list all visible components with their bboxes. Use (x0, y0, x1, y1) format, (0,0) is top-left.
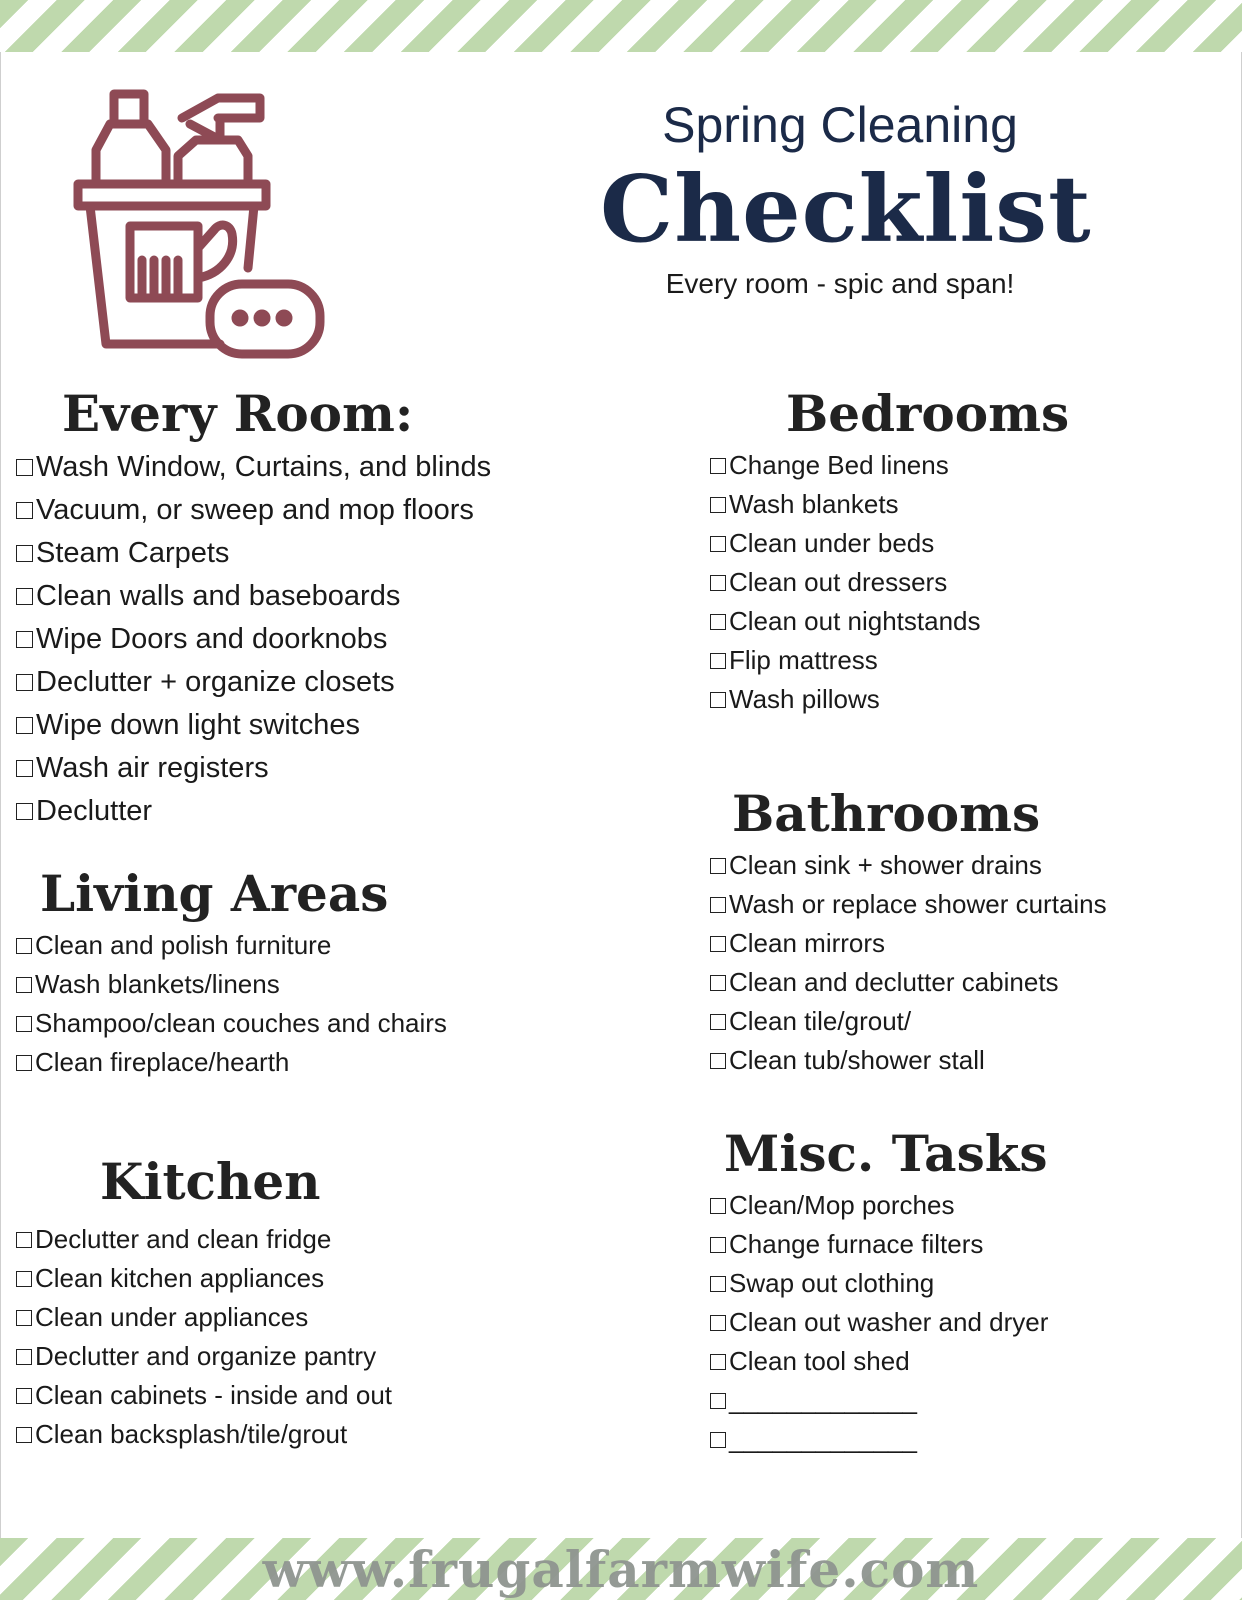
checkbox[interactable] (710, 653, 726, 669)
checklist-item[interactable]: Declutter (16, 790, 616, 833)
checkbox[interactable] (710, 858, 726, 874)
checkbox[interactable] (16, 1349, 32, 1365)
checkbox[interactable] (710, 1393, 726, 1409)
checklist-item[interactable]: Vacuum, or sweep and mop floors (16, 489, 616, 532)
checkbox[interactable] (710, 1014, 726, 1030)
checklist-item[interactable]: Clean walls and baseboards (16, 575, 616, 618)
checklist-item[interactable]: Clean fireplace/hearth (16, 1043, 616, 1082)
checkbox[interactable] (710, 1432, 726, 1448)
checkbox[interactable] (16, 545, 33, 562)
checklist-item[interactable]: Wash Window, Curtains, and blinds (16, 446, 616, 489)
footer-website-url: www.frugalfarmwife.com (262, 1540, 980, 1599)
checklist-item[interactable]: Clean out dressers (710, 563, 1230, 602)
checkbox[interactable] (710, 458, 726, 474)
top-stripe-band (0, 0, 1242, 52)
checklist-item[interactable]: Declutter and clean fridge (16, 1220, 616, 1259)
checkbox[interactable] (16, 674, 33, 691)
checklist-item[interactable]: Clean out nightstands (710, 602, 1230, 641)
title-block (600, 96, 1092, 302)
checkbox[interactable] (710, 536, 726, 552)
checklist-item[interactable]: Declutter and organize pantry (16, 1337, 616, 1376)
checklist-item[interactable]: Wash pillows (710, 680, 1230, 719)
section-bedrooms (710, 382, 1230, 719)
checklist-item[interactable]: Wash blankets (710, 485, 1230, 524)
checkbox[interactable] (16, 803, 33, 820)
checkbox[interactable] (16, 977, 32, 993)
checkbox[interactable] (710, 897, 726, 913)
checklist-item[interactable]: Clean and declutter cabinets (710, 963, 1230, 1002)
checklist-item[interactable]: Change furnace filters (710, 1225, 1230, 1264)
checklist-item[interactable]: Clean tile/grout/ (710, 1002, 1230, 1041)
checklist-item[interactable]: Shampoo/clean couches and chairs (16, 1004, 616, 1043)
checkbox[interactable] (16, 1310, 32, 1326)
checkbox[interactable] (710, 1053, 726, 1069)
checklist-item[interactable]: Swap out clothing (710, 1264, 1230, 1303)
section-living-areas (16, 862, 616, 1082)
section-heading: Bathrooms (732, 784, 1041, 843)
checkbox[interactable] (710, 1237, 726, 1253)
section-heading: Misc. Tasks (724, 1124, 1048, 1183)
checklist-item[interactable]: Declutter + organize closets (16, 661, 616, 704)
checklist-item[interactable]: Flip mattress (710, 641, 1230, 680)
checkbox[interactable] (16, 631, 33, 648)
section-heading: Bedrooms (786, 384, 1070, 443)
section-bathrooms (710, 782, 1230, 1080)
checklist-item[interactable]: Clean under appliances (16, 1298, 616, 1337)
checklist-item[interactable]: Wipe Doors and doorknobs (16, 618, 616, 661)
checklist-item[interactable]: Clean/Mop porches (710, 1186, 1230, 1225)
checkbox[interactable] (710, 1315, 726, 1331)
section-misc-tasks (710, 1122, 1230, 1459)
section-kitchen (16, 1150, 616, 1454)
checklist-item[interactable]: Clean mirrors (710, 924, 1230, 963)
checkbox[interactable] (16, 1388, 32, 1404)
checklist-item[interactable]: Wipe down light switches (16, 704, 616, 747)
checkbox[interactable] (16, 1271, 32, 1287)
checklist-item[interactable]: Wash or replace shower curtains (710, 885, 1230, 924)
section-heading: Every Room: (62, 384, 414, 443)
checkbox[interactable] (16, 1055, 32, 1071)
checklist-item[interactable]: Steam Carpets (16, 532, 616, 575)
checkbox[interactable] (710, 975, 726, 991)
checkbox[interactable] (16, 1427, 32, 1443)
checkbox[interactable] (16, 760, 33, 777)
checkbox[interactable] (710, 1198, 726, 1214)
checklist-item[interactable]: Clean tool shed (710, 1342, 1230, 1381)
checklist-item[interactable]: Clean tub/shower stall (710, 1041, 1230, 1080)
checkbox[interactable] (710, 497, 726, 513)
blank-checklist-item[interactable]: _____________ (710, 1381, 1230, 1420)
checkbox[interactable] (710, 692, 726, 708)
checkbox[interactable] (16, 717, 33, 734)
checklist-item[interactable]: Clean and polish furniture (16, 926, 616, 965)
section-heading: Kitchen (100, 1152, 321, 1211)
checkbox[interactable] (710, 936, 726, 952)
section-heading: Living Areas (40, 864, 389, 923)
checkbox[interactable] (710, 614, 726, 630)
checkbox[interactable] (16, 459, 33, 476)
checkbox[interactable] (16, 1232, 32, 1248)
page-title: Checklist (600, 155, 1092, 263)
checkbox[interactable] (16, 588, 33, 605)
tagline: Every room - spic and span! (665, 268, 1015, 299)
checkbox[interactable] (16, 938, 32, 954)
cleaning-supplies-bucket-icon (70, 88, 330, 368)
page-subtitle: Spring Cleaning (662, 97, 1018, 153)
checkbox[interactable] (710, 575, 726, 591)
checklist-item[interactable]: Clean sink + shower drains (710, 846, 1230, 885)
checklist-item[interactable]: Clean under beds (710, 524, 1230, 563)
checklist-item[interactable]: Change Bed linens (710, 446, 1230, 485)
section-every-room (16, 382, 616, 833)
checkbox[interactable] (710, 1276, 726, 1292)
checklist-item[interactable]: Clean backsplash/tile/grout (16, 1415, 616, 1454)
checkbox[interactable] (710, 1354, 726, 1370)
checklist-item[interactable]: Wash air registers (16, 747, 616, 790)
checkbox[interactable] (16, 1016, 32, 1032)
checklist-item[interactable]: Wash blankets/linens (16, 965, 616, 1004)
checklist-item[interactable]: Clean kitchen appliances (16, 1259, 616, 1298)
checklist-item[interactable]: Clean cabinets - inside and out (16, 1376, 616, 1415)
checkbox[interactable] (16, 502, 33, 519)
checklist-item[interactable]: Clean out washer and dryer (710, 1303, 1230, 1342)
blank-checklist-item[interactable]: _____________ (710, 1420, 1230, 1459)
